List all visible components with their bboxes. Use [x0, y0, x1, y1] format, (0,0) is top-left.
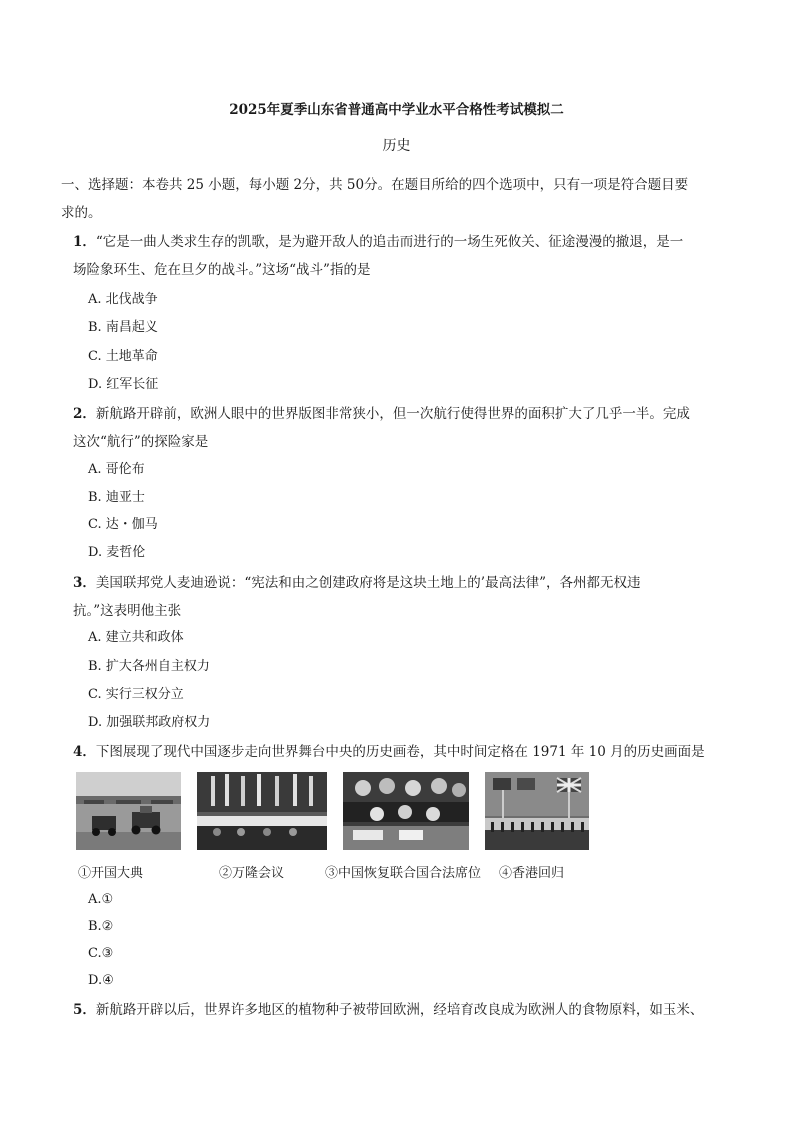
question-3-option-b[interactable]: B. 扩大各州自主权力 — [88, 659, 210, 674]
photo-bandung-conference — [197, 772, 327, 850]
question-3-number: 3． — [73, 575, 96, 591]
question-2-option-b[interactable]: B. 迪亚士 — [88, 490, 145, 505]
caption-photo-1: ①开国大典 — [78, 866, 144, 881]
question-2-option-c[interactable]: C. 达・伽马 — [88, 517, 158, 532]
question-4-stem-line1 — [73, 743, 705, 761]
question-1-option-c[interactable]: C. 土地革命 — [88, 349, 158, 364]
photo-founding-ceremony — [76, 772, 181, 850]
question-1-stem-line1 — [73, 233, 683, 251]
question-5-stem-line1 — [73, 1001, 703, 1019]
question-5-number: 5． — [73, 1002, 96, 1018]
caption-photo-4: ④香港回归 — [499, 866, 565, 881]
question-1-number: 1． — [73, 234, 96, 250]
question-2-number: 2． — [73, 406, 96, 422]
question-4-number: 4． — [73, 744, 96, 760]
question-4-option-c[interactable]: C.③ — [88, 946, 114, 961]
question-2-option-a[interactable]: A. 哥伦布 — [88, 462, 145, 477]
question-4-stem-text1: 下图展现了现代中国逐步走向世界舞台中央的历史画卷，其中时间定格在 1971 年 10 月的历史画面是 — [95, 744, 705, 760]
photo-hong-kong-handover — [485, 772, 589, 850]
section-instructions-line1: 一、选择题：本卷共 25 小题，每小题 2分，共 50分。在题目所给的四个选项中，只有一项是符合题目要 — [61, 177, 689, 193]
question-1-option-a[interactable]: A. 北伐战争 — [88, 292, 158, 307]
photo-un-seat-restored — [343, 772, 469, 850]
question-2-stem-line2: 这次“航行”的探险家是 — [73, 434, 209, 450]
question-2-stem-line1 — [73, 405, 690, 423]
question-3-stem-line1 — [73, 574, 641, 592]
question-1-option-b[interactable]: B. 南昌起义 — [88, 320, 158, 335]
question-3-option-d[interactable]: D. 加强联邦政府权力 — [88, 715, 211, 730]
question-1-option-d[interactable]: D. 红军长征 — [88, 377, 159, 392]
question-3-stem-line2: 抗。”这表明他主张 — [73, 603, 182, 619]
question-3-option-a[interactable]: A. 建立共和政体 — [88, 630, 184, 645]
question-1-stem-text1: “它是一曲人类求生存的凯歌，是为避开敌人的追击而进行的一场生死攸关、征途漫漫的撤退，是一 — [95, 234, 684, 250]
caption-photo-3: ③中国恢复联合国合法席位 — [325, 866, 482, 881]
question-1-stem-line2: 场险象环生、危在旦夕的战斗。”这场“战斗”指的是 — [73, 262, 371, 278]
exam-title: 2025年夏季山东省普通高中学业水平合格性考试模拟二 — [229, 102, 564, 118]
question-4-option-a[interactable]: A.① — [88, 892, 114, 907]
question-4-option-d[interactable]: D.④ — [88, 973, 114, 988]
question-4-option-b[interactable]: B.② — [88, 919, 114, 934]
caption-photo-2: ②万隆会议 — [219, 866, 285, 881]
question-5-stem-text1: 新航路开辟以后，世界许多地区的植物种子被带回欧洲，经培育改良成为欧洲人的食物原料，如玉米、 — [95, 1002, 704, 1018]
question-3-option-c[interactable]: C. 实行三权分立 — [88, 687, 184, 702]
question-4-photo-strip — [76, 772, 596, 852]
exam-subject: 历史 — [382, 138, 411, 154]
question-3-stem-text1: 美国联邦党人麦迪逊说：“宪法和由之创建政府将是这块土地上的’最高法律”，各州都无权违 — [95, 575, 641, 591]
section-instructions-line2: 求的。 — [61, 205, 102, 221]
question-2-option-d[interactable]: D. 麦哲伦 — [88, 545, 146, 560]
question-2-stem-text1: 新航路开辟前，欧洲人眼中的世界版图非常狭小，但一次航行使得世界的面积扩大了几乎一半。完成 — [95, 406, 690, 422]
